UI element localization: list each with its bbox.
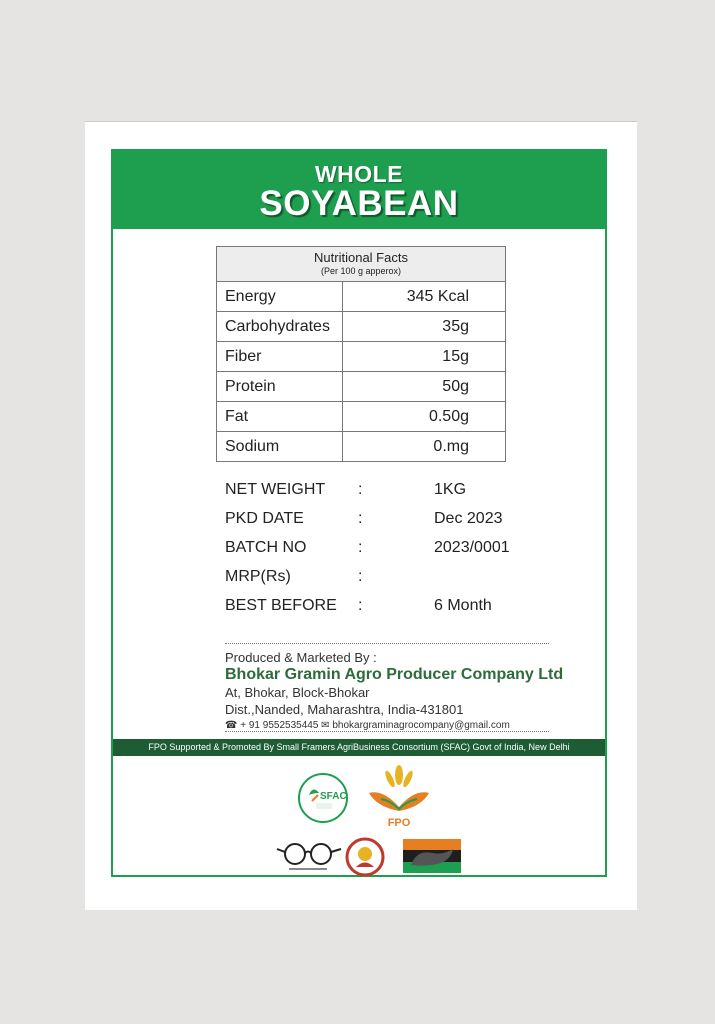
- product-title-banner: [113, 151, 605, 229]
- nutrient-value: 0.mg: [343, 432, 506, 462]
- product-title-line2: SOYABEAN: [259, 184, 459, 223]
- nutrition-row: [217, 372, 506, 402]
- phone-number: + 91 9552535445: [240, 720, 319, 731]
- product-label: [111, 149, 607, 877]
- detail-value: 6 Month: [434, 597, 492, 614]
- nutrition-title: Nutritional Facts: [314, 249, 408, 265]
- producer-block: [225, 650, 595, 731]
- sfac-logo: [296, 771, 350, 830]
- company-name: Bhokar Gramin Agro Producer Company Ltd: [225, 666, 564, 683]
- nutrition-row: [217, 402, 506, 432]
- nutrient-value: 0.50g: [343, 402, 506, 432]
- nutrition-table: [216, 246, 506, 462]
- email-address: bhokargraminagrocompany@gmail.com: [332, 720, 510, 731]
- dotted-divider-bottom: [225, 731, 549, 732]
- detail-key: BATCH NO: [225, 539, 307, 556]
- nutrition-row: [217, 312, 506, 342]
- producer-label: Produced & Marketed By :: [225, 650, 377, 665]
- detail-row-best-before: [225, 597, 545, 626]
- detail-value: 2023/0001: [434, 539, 510, 556]
- product-details: [225, 481, 545, 626]
- nutrient-name: Sodium: [217, 432, 343, 462]
- address-line-1: At, Bhokar, Block-Bhokar: [225, 685, 370, 700]
- detail-row-batch-no: [225, 539, 545, 568]
- nutrient-value: 345 Kcal: [343, 282, 506, 312]
- emblem-logo: [345, 837, 385, 882]
- nutrition-row: [217, 432, 506, 462]
- nutrient-name: Fat: [217, 402, 343, 432]
- product-title-line1: WHOLE: [314, 161, 404, 187]
- spectacles-logo: [275, 839, 345, 878]
- nutrient-value: 50g: [343, 372, 506, 402]
- detail-key: MRP(Rs): [225, 568, 291, 585]
- detail-value: 1KG: [434, 481, 467, 498]
- dotted-divider-top: [225, 643, 549, 644]
- detail-separator: :: [358, 510, 363, 527]
- nutrition-subtitle: (Per 100 g apperox): [320, 265, 402, 276]
- detail-value: Dec 2023: [434, 510, 503, 527]
- detail-separator: :: [358, 539, 363, 556]
- nutrition-row: [217, 342, 506, 372]
- detail-key: BEST BEFORE: [225, 597, 337, 614]
- phone-icon: ☎: [225, 720, 238, 731]
- nutrition-table-header: [217, 247, 506, 282]
- fpo-logo: [361, 763, 437, 836]
- sfac-support-band: FPO Supported & Promoted By Small Framers AgriBusiness Consortium (SFAC) Govt of India, New Delhi: [113, 739, 605, 756]
- nutrition-row: [217, 282, 506, 312]
- nutrient-value: 15g: [343, 342, 506, 372]
- detail-row-net-weight: [225, 481, 545, 510]
- nutrient-name: Energy: [217, 282, 343, 312]
- email-icon: ✉: [321, 720, 330, 731]
- detail-row-mrp: [225, 568, 545, 597]
- nutrient-name: Fiber: [217, 342, 343, 372]
- detail-key: PKD DATE: [225, 510, 304, 527]
- nutrient-name: Carbohydrates: [217, 312, 343, 342]
- address-line-2: Dist.,Nanded, Maharashtra, India-431801: [225, 702, 464, 717]
- detail-separator: :: [358, 597, 363, 614]
- nutrient-name: Protein: [217, 372, 343, 402]
- lion-logo: [403, 839, 461, 878]
- contact-line: [225, 720, 595, 731]
- nutrient-value: 35g: [343, 312, 506, 342]
- detail-row-pkd-date: [225, 510, 545, 539]
- detail-key: NET WEIGHT: [225, 481, 326, 498]
- detail-separator: :: [358, 568, 363, 585]
- sfac-logo-text: SFAC: [320, 791, 347, 802]
- detail-separator: :: [358, 481, 363, 498]
- fpo-logo-text: FPO: [387, 817, 411, 829]
